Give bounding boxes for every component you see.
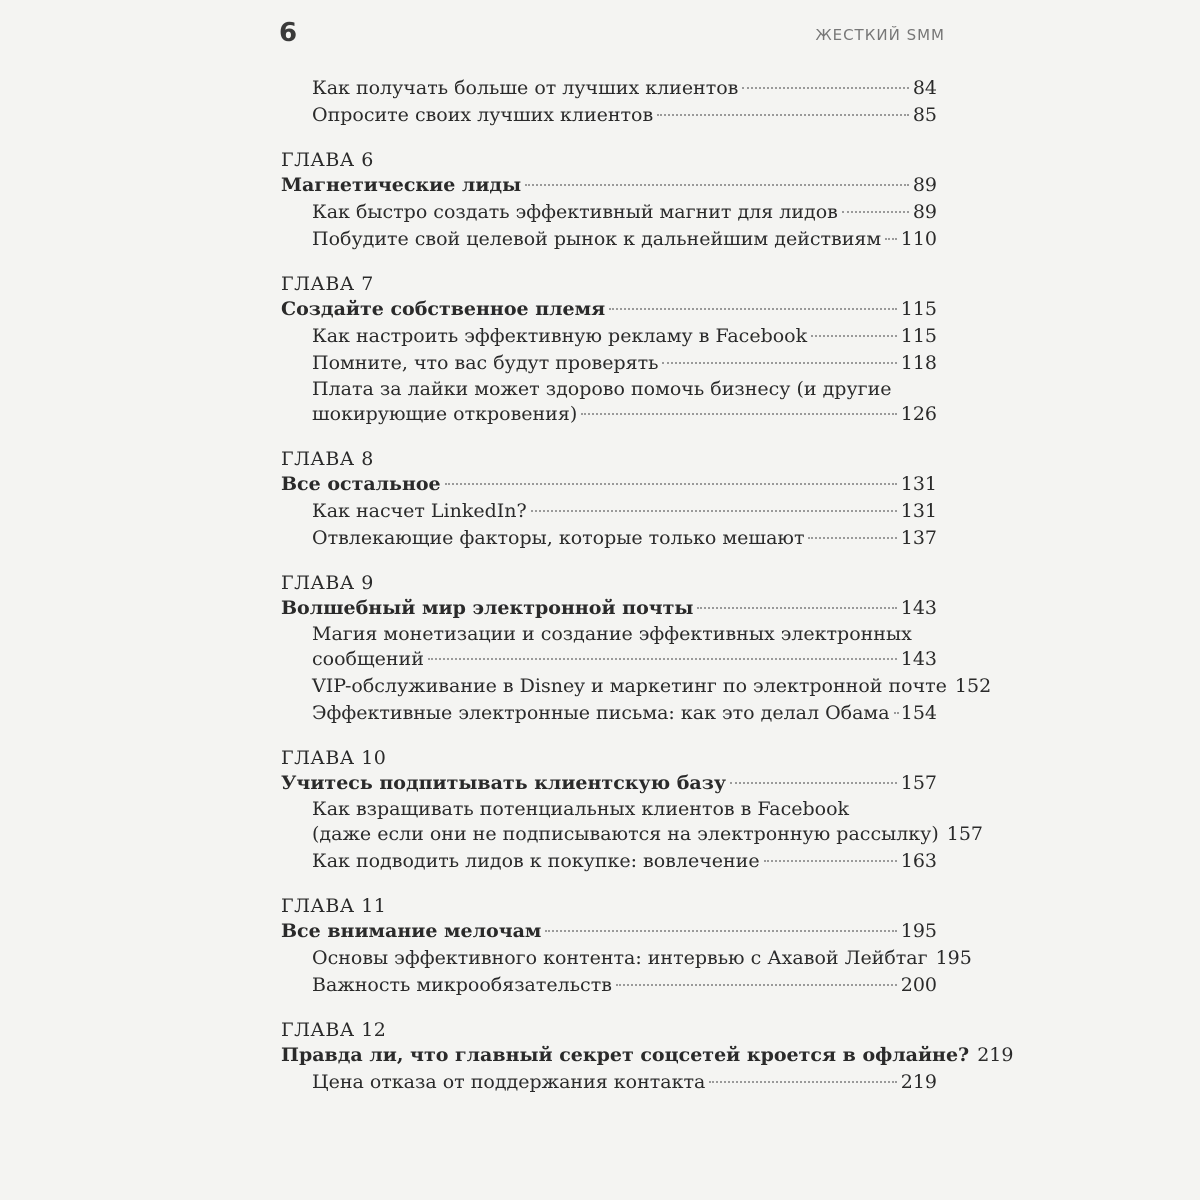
dot-leader	[428, 658, 897, 660]
dot-leader	[531, 510, 897, 512]
chapter-title: Волшебный мир электронной почты	[281, 597, 694, 619]
chapter-label: ГЛАВА 6	[281, 149, 374, 171]
dot-leader	[742, 87, 908, 89]
toc-chapter-entry[interactable]	[281, 172, 937, 199]
toc-subentry-title: Побудите свой целевой рынок к дальнейшим действиям	[312, 228, 882, 250]
dot-leader	[811, 335, 897, 337]
toc-subentry[interactable]	[281, 199, 937, 226]
toc-page-number: 152	[954, 675, 992, 697]
toc-subentry-title: Эффективные электронные письма: как это делал Обама	[312, 702, 890, 724]
toc-subentry[interactable]	[281, 673, 992, 700]
dot-leader	[581, 413, 897, 415]
toc-page-number: 137	[900, 527, 937, 549]
toc-subentry[interactable]	[281, 525, 937, 552]
toc-subentry-title: Как получать больше от лучших клиентов	[312, 77, 739, 99]
toc-page-number: 115	[900, 325, 937, 347]
chapter-title: Создайте собственное племя	[281, 298, 606, 320]
dot-leader	[525, 184, 909, 186]
toc-chapter	[281, 894, 972, 999]
toc-subentry-title: Опросите своих лучших клиентов	[312, 104, 654, 126]
toc-chapter-entry[interactable]	[281, 595, 937, 622]
toc-subentry-title: Как подводить лидов к покупке: вовлечение	[312, 850, 760, 872]
toc-subentry-title: сообщений	[312, 648, 424, 670]
toc-page-number: 163	[900, 850, 937, 872]
toc-page-number: 115	[900, 298, 937, 320]
dot-leader	[730, 782, 897, 784]
toc-chapter	[281, 272, 937, 428]
toc-subentry-title: Помните, что вас будут проверять	[312, 352, 659, 374]
toc-page-number: 157	[900, 772, 937, 794]
toc-page-number: 131	[900, 500, 937, 522]
toc-subentry[interactable]	[281, 75, 937, 102]
toc-subentry[interactable]	[281, 226, 937, 253]
dot-leader	[764, 860, 897, 862]
dot-leader	[808, 537, 896, 539]
toc-page-number: 89	[912, 201, 937, 223]
toc-page-number: 143	[900, 648, 937, 670]
chapter-title: Правда ли, что главный секрет соцсетей кроется в офлайне?	[281, 1044, 970, 1066]
toc-chapter	[281, 571, 992, 727]
toc-chapter	[281, 746, 984, 875]
toc-chapter-entry[interactable]	[281, 770, 937, 797]
toc-subentry-title: Как настроить эффективную рекламу в Facebook	[312, 325, 808, 347]
toc-subentry-title: Цена отказа от поддержания контакта	[312, 1071, 706, 1093]
dot-leader	[697, 607, 896, 609]
dot-leader	[545, 930, 896, 932]
running-head: ЖЕСТКИЙ SMM	[815, 26, 945, 44]
toc-page-number: 143	[900, 597, 937, 619]
toc-subentry[interactable]	[281, 848, 937, 875]
toc-chapter-entry[interactable]	[281, 296, 937, 323]
toc-subentry[interactable]	[281, 972, 937, 999]
toc-subentry[interactable]	[281, 646, 937, 673]
toc-page-number: 131	[900, 473, 937, 495]
dot-leader	[894, 712, 897, 714]
chapter-label: ГЛАВА 8	[281, 448, 374, 470]
toc-page-number: 157	[946, 823, 984, 845]
toc-page-number: 126	[900, 403, 937, 425]
dot-leader	[609, 308, 897, 310]
toc-page-number: 110	[900, 228, 937, 250]
toc-subentry[interactable]	[281, 498, 937, 525]
toc-page-number: 219	[900, 1071, 937, 1093]
toc-subentry-title: Как насчет LinkedIn?	[312, 500, 527, 522]
table-of-contents	[281, 75, 1014, 1096]
toc-subentry-title: Важность микрообязательств	[312, 974, 612, 996]
toc-page-number: 118	[900, 352, 937, 374]
toc-chapter	[281, 1018, 1014, 1096]
toc-subentry[interactable]	[281, 700, 937, 727]
toc-subentry-title: Основы эффективного контента: интервью с Ахавой Лейбтаг	[312, 947, 928, 969]
toc-subentry-title: VIP-обслуживание в Disney и маркетинг по электронной почте	[312, 675, 947, 697]
chapter-label: ГЛАВА 7	[281, 273, 374, 295]
chapter-label: ГЛАВА 12	[281, 1019, 387, 1041]
dot-leader	[445, 483, 897, 485]
dot-leader	[657, 114, 909, 116]
toc-subentry-title: шокирующие откровения)	[312, 403, 578, 425]
toc-page-number: 84	[912, 77, 937, 99]
toc-subentry-title: Как быстро создать эффективный магнит для лидов	[312, 201, 838, 223]
chapter-title: Все внимание мелочам	[281, 920, 542, 942]
toc-page-number: 154	[900, 702, 937, 724]
page-number: 6	[279, 18, 298, 48]
toc-chapter-entry[interactable]	[281, 1042, 1014, 1069]
chapter-label: ГЛАВА 11	[281, 895, 387, 917]
toc-subentry[interactable]	[281, 945, 972, 972]
toc-page-number: 200	[900, 974, 937, 996]
toc-page-number: 89	[912, 174, 937, 196]
chapter-title: Учитесь подпитывать клиентскую базу	[281, 772, 727, 794]
toc-chapter	[281, 447, 937, 552]
toc-subentry-title: (даже если они не подписываются на электронную рассылку)	[312, 823, 939, 845]
dot-leader	[662, 362, 896, 364]
toc-subentry[interactable]	[281, 350, 937, 377]
dot-leader	[842, 211, 909, 213]
chapter-title: Все остальное	[281, 473, 441, 495]
chapter-label: ГЛАВА 10	[281, 747, 387, 769]
toc-page-number: 195	[900, 920, 937, 942]
dot-leader	[885, 238, 897, 240]
dot-leader	[709, 1081, 896, 1083]
toc-subentry-title-line1: Магия монетизации и создание эффективных электронных	[312, 623, 912, 645]
toc-chapter	[281, 148, 937, 253]
toc-subentry[interactable]	[281, 323, 937, 350]
toc-page-number: 195	[935, 947, 972, 969]
toc-subentry-title: Отвлекающие факторы, которые только мешают	[312, 527, 805, 549]
chapter-title: Магнетические лиды	[281, 174, 522, 196]
chapter-label: ГЛАВА 9	[281, 572, 374, 594]
toc-chapter-entry[interactable]	[281, 471, 937, 498]
toc-subentry[interactable]	[281, 821, 984, 848]
toc-subentry[interactable]	[281, 401, 937, 428]
toc-page-number: 85	[912, 104, 937, 126]
toc-subentry[interactable]	[281, 1069, 937, 1096]
toc-chapter-entry[interactable]	[281, 918, 937, 945]
dot-leader	[616, 984, 897, 986]
toc-subentry-title-line1: Как взращивать потенциальных клиентов в Facebook	[312, 798, 850, 820]
toc-subentry[interactable]	[281, 102, 937, 129]
toc-page-number: 219	[977, 1044, 1014, 1066]
toc-subentry-title-line1: Плата за лайки может здорово помочь бизнесу (и другие	[312, 378, 892, 400]
